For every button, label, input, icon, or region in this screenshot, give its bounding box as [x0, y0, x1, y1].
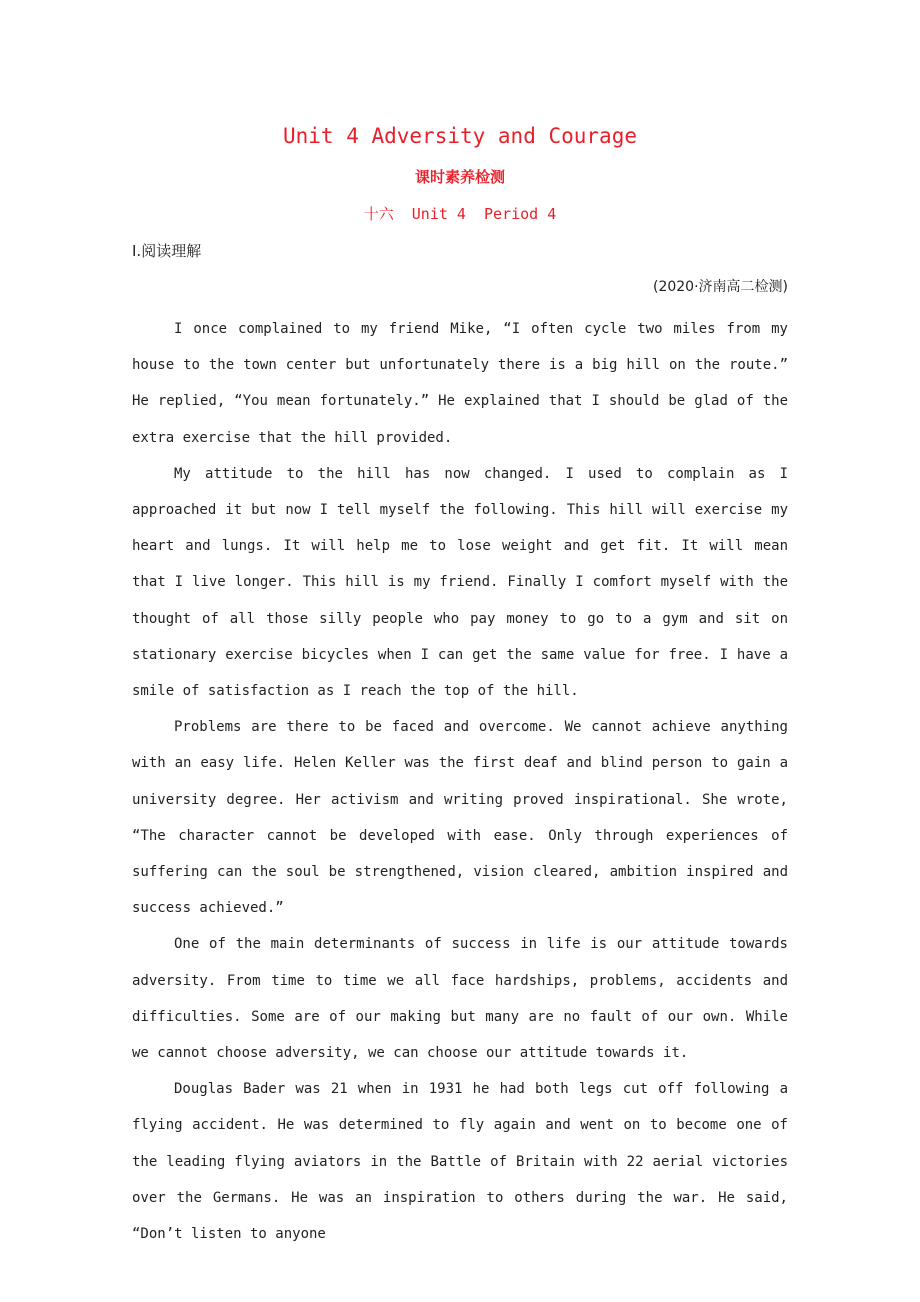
period-line: 十六 Unit 4 Period 4	[363, 205, 557, 223]
source-note: (2020·济南高二检测)	[652, 279, 788, 295]
page-subtitle: 课时素养检测	[414, 168, 505, 186]
paragraph: Douglas Bader was 21 when in 1931 he had both legs cut off following a flying accident. He was determined to fly again and went on to become one of the leading flying aviators in the Battle of Britain with 22 aerial victories over the Germans. He was an inspiration to others during the war. He said, “Don’t listen to anyone	[132, 1081, 788, 1243]
paragraph: I once complained to my friend Mike, “I often cycle two miles from my house to the town center but unfortunately there is a big hill on the route.” He replied, “You mean fortunately.” He explained that I should be glad of the extra exercise that the hill provided.	[132, 321, 788, 446]
section-heading: Ⅰ.阅读理解	[132, 242, 202, 260]
paragraph: Problems are there to be faced and overcome. We cannot achieve anything with an easy life. Helen Keller was the first deaf and blind person to gain a university degree. Her activism and writing proved inspirational. She wrote, “The character cannot be developed with ease. Only through experiences of suffering can the soul be strengthened, vision cleared, ambition inspired and success achieved.”	[132, 719, 788, 917]
paragraph: My attitude to the hill has now changed. I used to complain as I approached it but now I tell myself the following. This hill will exercise my heart and lungs. It will help me to lose weight and get fit. It will mean that I live longer. This hill is my friend. Finally I comfort myself with the thought of all those silly people who pay money to go to a gym and sit on stationary exercise bicycles when I can get the same value for free. I have a smile of satisfaction as I reach the top of the hill.	[132, 465, 788, 700]
paragraph: One of the main determinants of success in life is our attitude towards adversity. From time to time we all face hardships, problems, accidents and difficulties. Some are of our making but many are no fault of our own. While we cannot choose adversity, we can choose our attitude towards it.	[132, 936, 788, 1062]
reading-passage	[132, 311, 788, 1252]
page-title: Unit 4 Adversity and Courage	[282, 124, 637, 148]
